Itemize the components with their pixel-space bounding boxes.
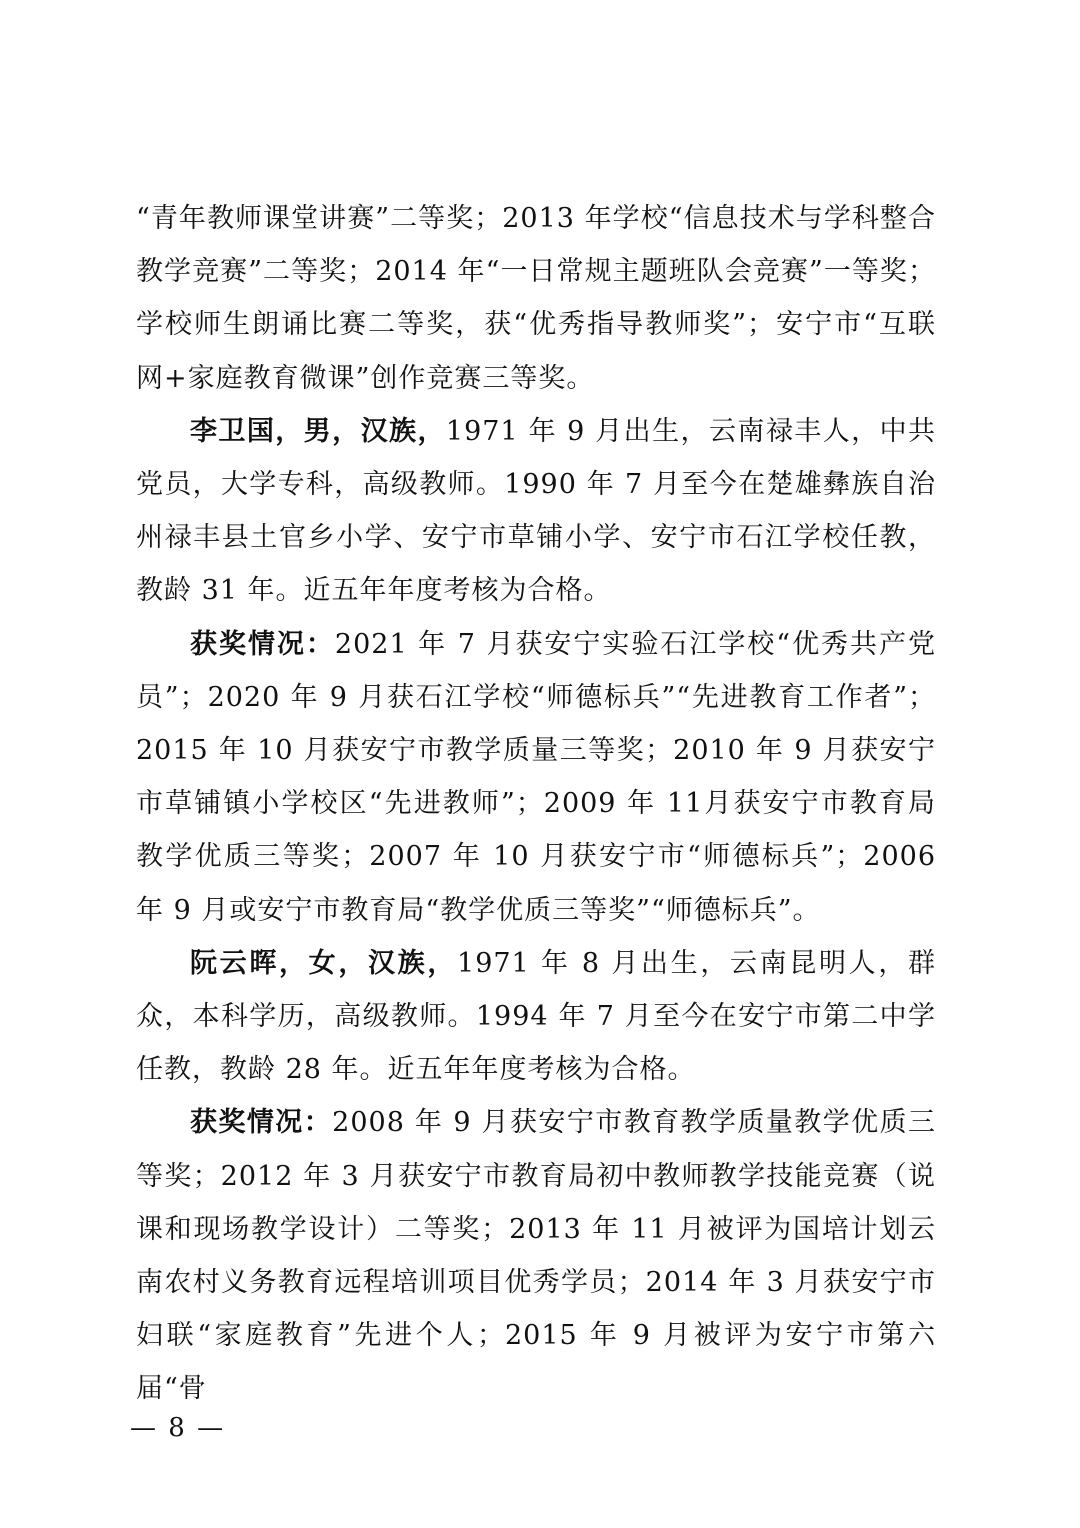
person-heading: 李卫国，男，汉族， [190,415,446,447]
paragraph-ruan-yunhui-profile [136,937,936,1097]
page-number: — 8 — [130,1413,226,1443]
paragraph-text: 2008 年 9 月获安宁市教育教学质量教学优质三等奖；2012 年 3 月获安宁市教育局初中教师教学技能竞赛（说课和现场教学设计）二等奖；2013 年 11 月被评为国培计划云南农村义务教育远程培训项目优秀学员；2014 年 3 月获安宁市妇联“家庭教育”先进个人；2015 年 9 月被评为安宁市第六届“骨 [136,1107,937,1405]
document-body [136,192,936,1416]
paragraph-li-weiguo-awards [136,618,936,937]
paragraph-text: 1971 年 9 月出生，云南禄丰人，中共党员，大学专科，高级教师。1990 年 7 月至今在楚雄彝族自治州禄丰县土官乡小学、安宁市草铺小学、安宁市石江学校任教，教龄 31 年。近五年年度考核为合格。 [136,415,937,607]
awards-heading: 获奖情况： [190,1107,333,1139]
paragraph-text: 1971 年 8 月出生，云南昆明人，群众，本科学历，高级教师。1994 年 7 月至今在安宁市第二中学任教，教龄 28 年。近五年年度考核为合格。 [136,947,937,1086]
paragraph-li-weiguo-profile [136,405,936,618]
awards-heading: 获奖情况： [190,628,335,660]
paragraph-ruan-yunhui-awards [136,1096,936,1415]
person-heading: 阮云晖，女，汉族， [190,947,458,979]
paragraph-text: “青年教师课堂讲赛”二等奖；2013 年学校“信息技术与学科整合教学竞赛”二等奖；2014 年“一日常规主题班队会竞赛”一等奖；学校师生朗诵比赛二等奖，获“优秀指导教师奖”；安宁市“互联网+家庭教育微课”创作竞赛三等奖。 [136,203,936,394]
paragraph-continuation [136,192,936,405]
paragraph-text: 2021 年 7 月获安宁实验石江学校“优秀共产党员”；2020 年 9 月获石江学校“师德标兵”“先进教育工作者”；2015 年 10 月获安宁市教学质量三等奖；2010 年 9 月获安宁市草铺镇小学校区“先进教师”；2009 年 11月获安宁市教育局教学优质三等奖；2007 年 10 月获安宁市“师德标兵”；2006 年 9 月或安宁市教育局“教学优质三等奖”“师德标兵”。 [136,628,936,926]
